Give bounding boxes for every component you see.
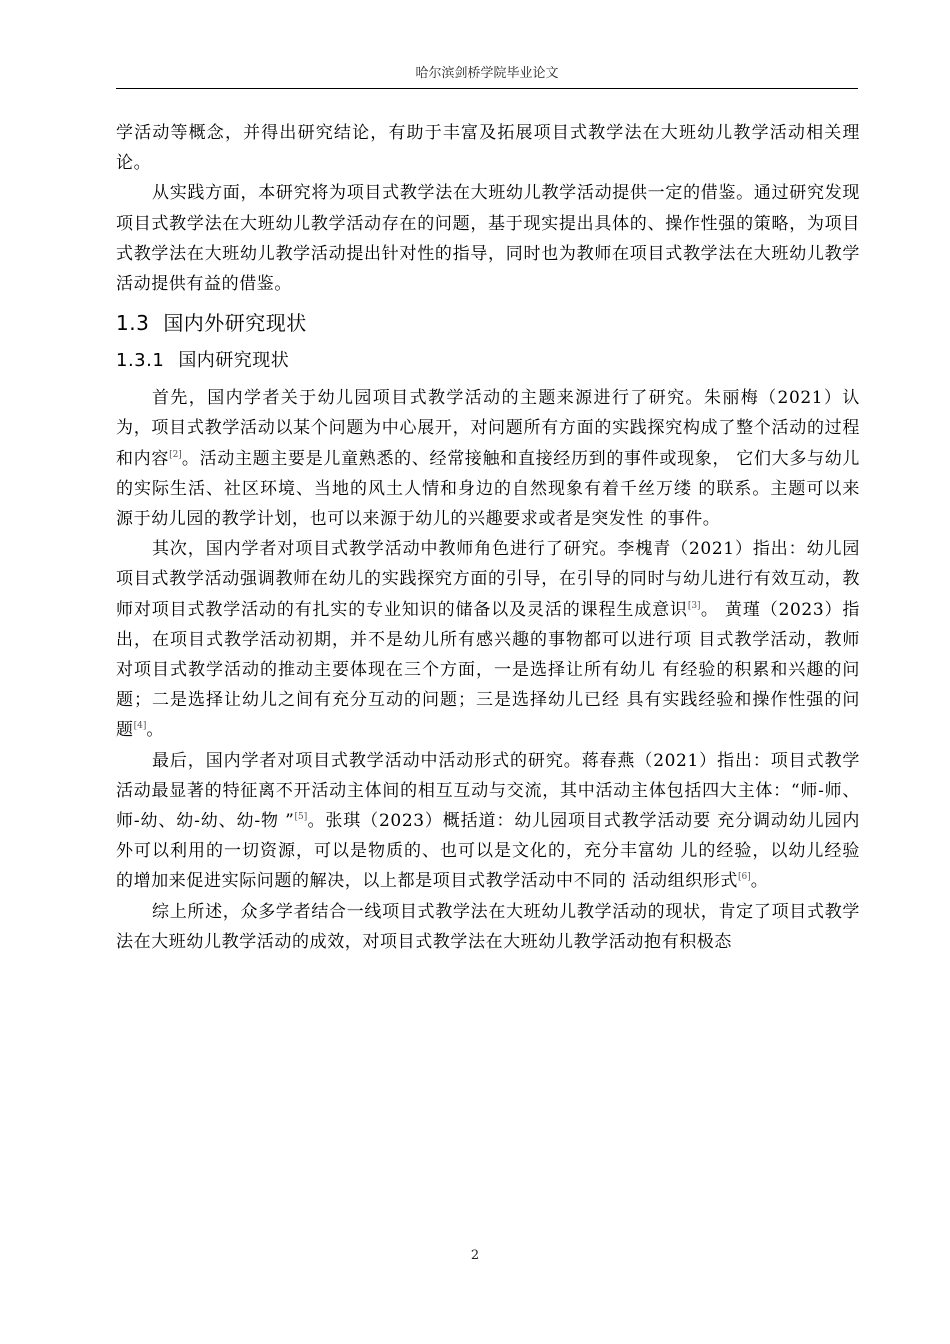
- paragraph-teacher-role: [116, 534, 860, 745]
- header-title: 哈尔滨剑桥学院毕业论文: [415, 66, 559, 81]
- section-number: 1.3: [116, 311, 150, 336]
- paragraph-activity-form: [116, 746, 860, 897]
- paragraph-text: 。活动主题主要是儿童熟悉的、经常接触和直接经历到的事件或现象， 它们大多与幼儿的实际生活、社区环境、当地的风土人情和身边的自然现象有着千丝万缕 的联系。主题可以来源于幼儿园的教学计划，也可以来源于幼儿的兴趣要求或者是突发性 的事件。: [116, 448, 860, 530]
- paragraph-text: 。 黄瑾（2023）指出，在项目式教学活动初期，并不是幼儿所有感兴趣的事物都可以进行项 目式教学活动，教师对项目式教学活动的推动主要体现在三个方面，一是选择让所有幼儿 有经验的积累和兴趣的问题；二是选择让幼儿之间有充分互动的问题；三是选择幼儿已经 具有实践经验和操作性强的问题: [116, 599, 860, 741]
- paragraph-summary: 综上所述，众多学者结合一线项目式教学法在大班幼儿教学活动的现状，肯定了项目式教学法在大班幼儿教学活动的成效，对项目式教学法在大班幼儿教学活动抱有积极态: [116, 901, 860, 952]
- paragraph-theory-significance: 学活动等概念，并得出研究结论，有助于丰富及拓展项目式教学法在大班幼儿教学活动相关理论。: [116, 123, 860, 174]
- paragraph-text: 首先，国内学者关于幼儿园项目式教学活动的主题来源进行了研究。朱丽梅（2021）认为，项目式教学活动以某个问题为中心展开，对问题所有方面的实践探究构成了整个活动的过程和内容: [116, 388, 860, 469]
- paragraph-text: 其次，国内学者对项目式教学活动中教师角色进行了研究。李槐青（2021）指出：幼儿园项目式教学活动强调教师在幼儿的实践探究方面的引导，在引导的同时与幼儿进行有效互动，教师对项目式教学活动的有扎实的专业知识的储备以及灵活的课程生成意识: [116, 539, 860, 620]
- citation-marker: [5]: [294, 812, 308, 823]
- paragraph-text: 最后，国内学者对项目式教学活动中活动形式的研究。蒋春燕（2021）指出：项目式教学活动最显著的特征离不开活动主体间的相互互动与交流，其中活动主体包括四大主体：“师-师、师-幼、幼-幼、幼-物 ”: [116, 750, 860, 832]
- subsection-heading-1-3-1: [116, 345, 860, 377]
- citation-marker: [6]: [738, 872, 751, 883]
- paragraph-text: 。: [750, 871, 769, 892]
- page-number: 2: [470, 1248, 480, 1263]
- paragraph-topic-source: [116, 383, 860, 534]
- section-heading-1-3: [116, 307, 860, 339]
- citation-marker: [4]: [133, 721, 147, 732]
- page-body: [116, 118, 860, 957]
- citation-marker: [3]: [687, 600, 701, 611]
- section-title: 国内外研究现状: [163, 311, 307, 336]
- running-header: [116, 64, 858, 89]
- citation-marker: [2]: [169, 449, 182, 460]
- subsection-number: 1.3.1: [116, 350, 165, 372]
- paragraph-practice-significance: 从实践方面，本研究将为项目式教学法在大班幼儿教学活动提供一定的借鉴。通过研究发现项目式教学法在大班幼儿教学活动存在的问题，基于现实提出具体的、操作性强的策略，为项目式教学法在大班幼儿教学活动提出针对性的指导，同时也为教师在项目式教学法在大班幼儿教学活动提供有益的借鉴。: [116, 183, 860, 295]
- paragraph-text: 。: [146, 720, 164, 741]
- subsection-title: 国内研究现状: [178, 350, 290, 372]
- paragraph-text: 。张琪（2023）概括道：幼儿园项目式教学活动要 充分调动幼儿园内外可以利用的一切资源，可以是物质的、也可以是文化的，充分丰富幼 儿的经验，以幼儿经验的增加来促进实际问题的解决，以上都是项目式教学活动中不同的 活动组织形式: [116, 811, 860, 892]
